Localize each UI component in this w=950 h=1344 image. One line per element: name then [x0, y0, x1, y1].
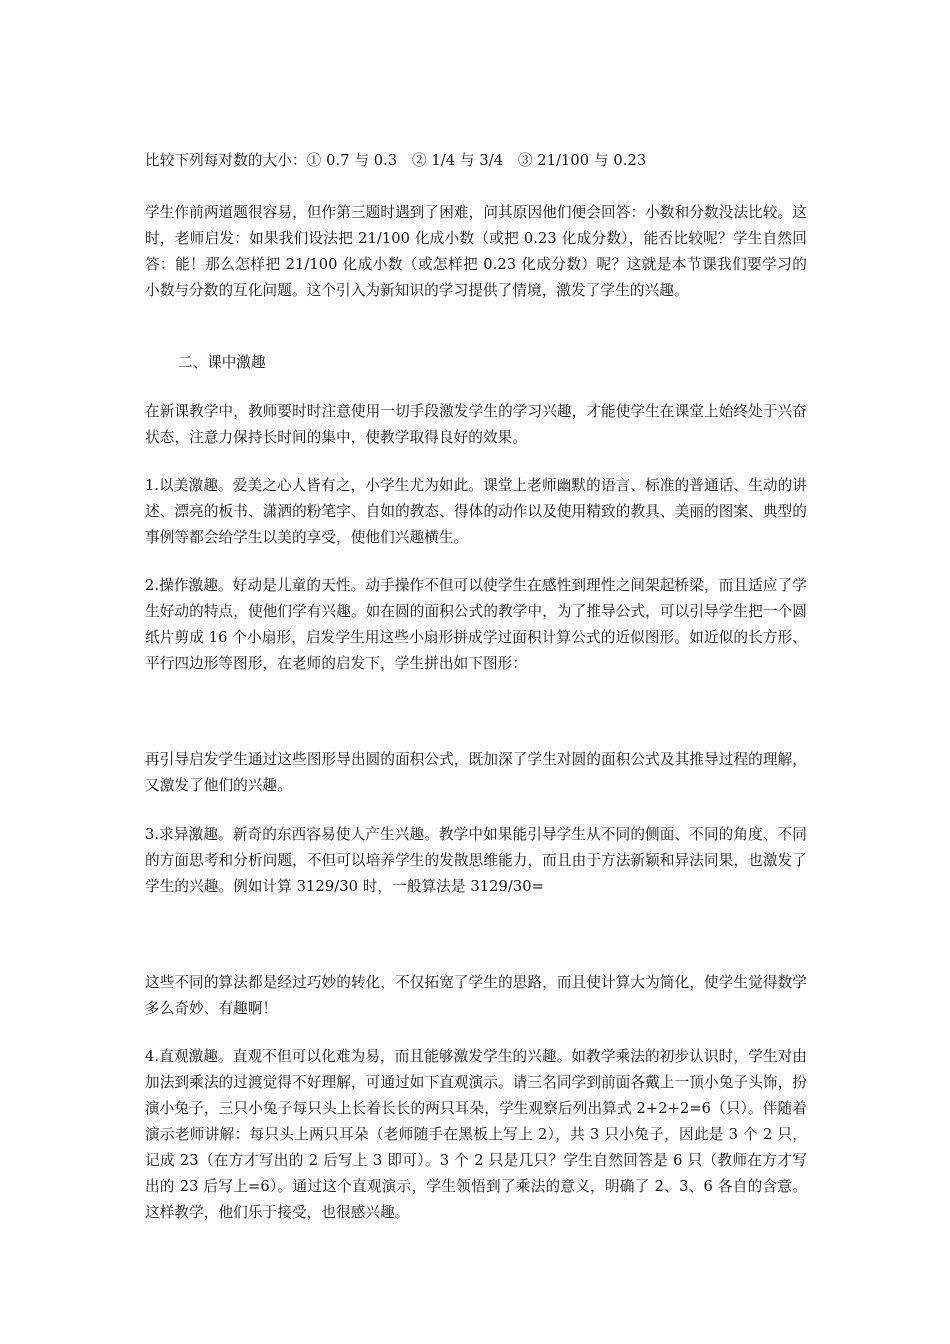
section-heading: 二、课中激趣 [178, 354, 266, 371]
paragraph-beauty-interest: 1.以美激趣。爱美之心人皆有之，小学生尤为如此。课堂上老师幽默的语言、标准的普通话、生动的讲述、漂亮的板书、潇洒的粉笔字、自如的教态、得体的动作以及使用精致的教具、美丽的图案、典型的事例等都会给学生以美的享受，使他们兴趣横生。 [145, 477, 807, 546]
paragraph-visual-interest: 4.直观激趣。直观不但可以化难为易，而且能够激发学生的兴趣。如教学乘法的初步认识时，学生对由加法到乘法的过渡觉得不好理解，可通过如下直观演示。请三名同学到前面各戴上一顶小兔子头饰，扮演小兔子，三只小兔子每只头上长着长长的两只耳朵，学生观察后列出算式 2+2+2=6（只）。伴随着演示老师讲解：每只头上两只耳朵（老师随手在黑板上写上 2），共 3 只小兔子，因此是 3 个 2 只，记成 23（在方才写出的 2 后写上 3 即可）。3 个 2 只是几只？学生自然回答是 6 只（教师在方才写出的 23 后写上=6）。通过这个直观演示，学生领悟到了乘法的意义，明确了 2、3、6 各自的含意。这样教学，他们乐于接受，也很感兴趣。 [145, 1048, 807, 1221]
paragraph-different-methods: 3.求异激趣。新奇的东西容易使人产生兴趣。教学中如果能引导学生从不同的侧面、不同的角度、不同的方面思考和分析问题，不但可以培养学生的发散思维能力，而且由于方法新颖和异法同果，也激发了学生的兴趣。例如计算 3129/30 时，一般算法是 3129/30= [145, 826, 807, 895]
paragraph-student-answer: 学生作前两道题很容易，但作第三题时遇到了困难，问其原因他们便会回答：小数和分数没法比较。这时，老师启发：如果我们设法把 21/100 化成小数（或把 0.23 化成分数），能否比较呢？学生自然回答：能！那么怎样把 21/100 化成小数（或怎样把 0.23 化成分数）呢？这就是本节课我们要学习的小数与分数的互化问题。这个引入为新知识的学习提供了情境，激发了学生的兴趣。 [145, 204, 807, 299]
paragraph-method-summary: 这些不同的算法都是经过巧妙的转化，不仅拓宽了学生的思路，而且使计算大为简化，使学生觉得数学多么奇妙、有趣啊！ [145, 974, 807, 1017]
paragraph-circle-area: 再引导启发学生通过这些图形导出圆的面积公式，既加深了学生对圆的面积公式及其推导过程的理解，又激发了他们的兴趣。 [145, 751, 807, 794]
paragraph-new-lesson: 在新课教学中，教师要时时注意使用一切手段激发学生的学习兴趣，才能使学生在课堂上始终处于兴奋状态，注意力保持长时间的集中，使教学取得良好的效果。 [145, 403, 807, 446]
paragraph-compare-numbers: 比较下列每对数的大小：① 0.7 与 0.3 ② 1/4 与 3/4 ③ 21/100 与 0.23 [145, 152, 647, 169]
paragraph-operation-interest: 2.操作激趣。好动是儿童的天性。动手操作不但可以使学生在感性到理性之间架起桥梁，而且适应了学生好动的特点，使他们学有兴趣。如在圆的面积公式的教学中，为了推导公式，可以引导学生把一个圆纸片剪成 16 个小扇形，启发学生用这些小扇形拼成学过面积计算公式的近似图形。如近似的长方形、平行四边形等图形，在老师的启发下，学生拼出如下图形： [145, 577, 807, 672]
